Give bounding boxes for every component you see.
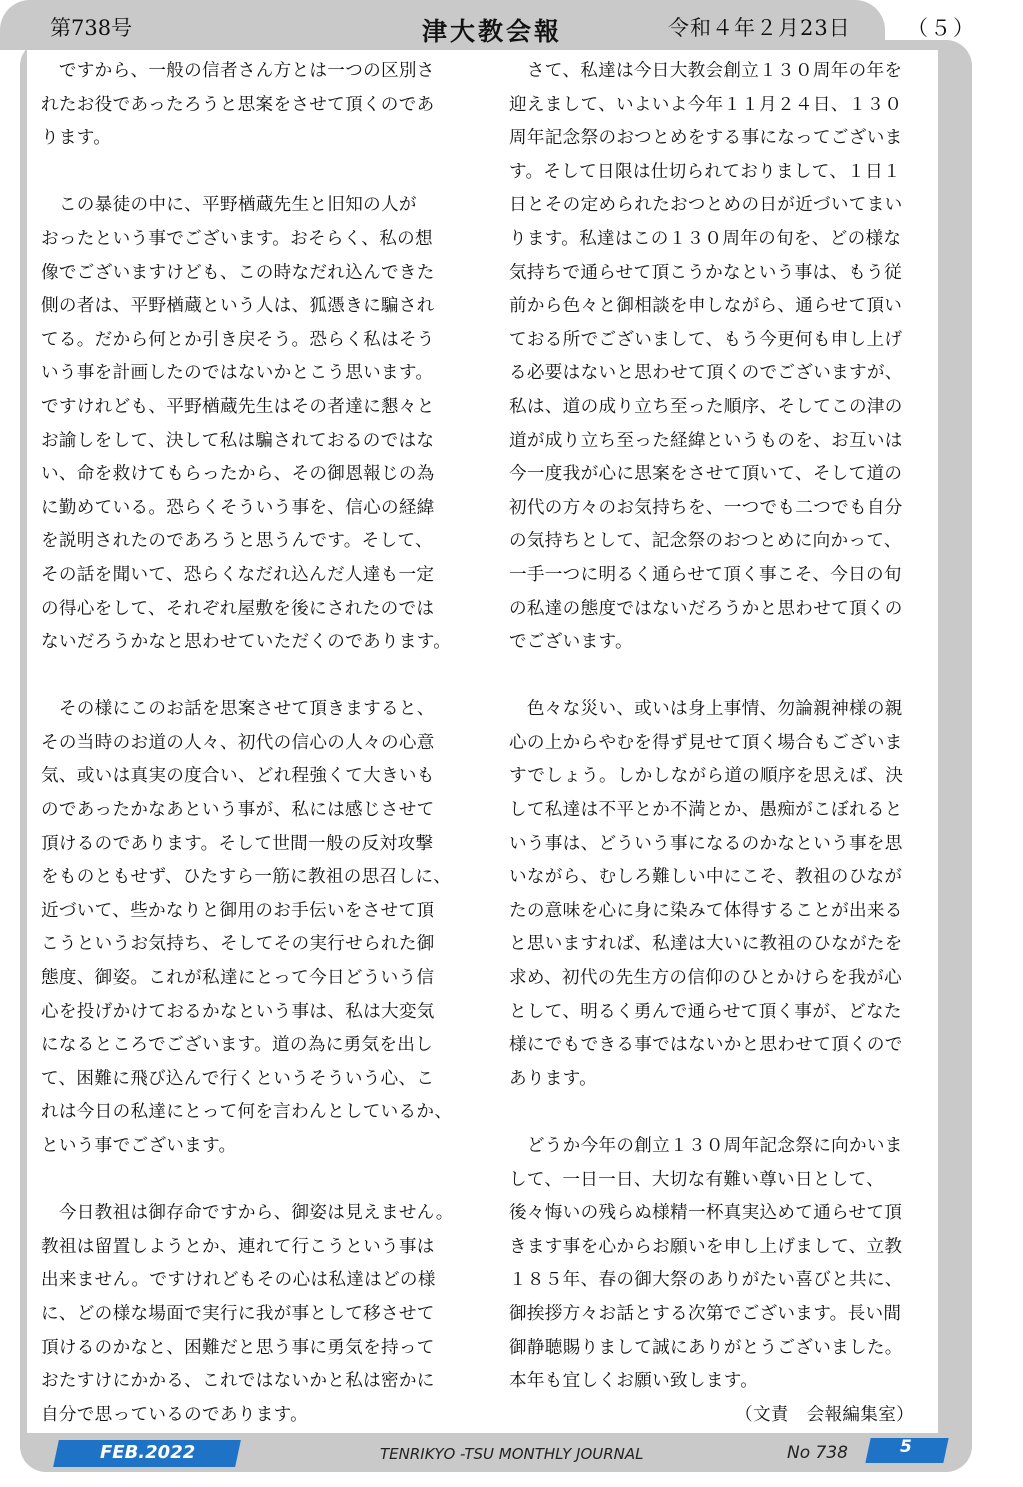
text-line: て、困難に飛び込んで行くというそういう心、こ [41, 1068, 435, 1089]
footer-issue-number: No 738 [787, 1443, 848, 1463]
issue-date: 令和４年２月23日 [668, 16, 851, 40]
text-line: 像でございますけども、この時なだれ込んできた [41, 262, 435, 283]
text-line: 本年も宜しくお願い致します。 [509, 1371, 759, 1392]
text-line: 側の者は、平野楢蔵という人は、狐憑きに騙され [41, 296, 435, 317]
text-line: 私は、道の成り立ち至った順序、そしてこの津の [509, 396, 903, 417]
text-line: して私達は不平とか不満とか、愚痴がこぼれると [509, 800, 903, 821]
signature: （文責 会報編集室） [735, 1404, 914, 1425]
text-line: の私達の態度ではないだろうかと思わせて頂くの [509, 598, 903, 619]
text-line: 自分で思っているのであります。 [41, 1404, 308, 1425]
text-line: を説明されたのであろうと思うんです。そして、 [41, 531, 433, 552]
text-line: その様にこのお話を思案させて頂きますると、 [41, 699, 435, 720]
text-line: ります。私達はこの１３０周年の旬を、どの様な [509, 228, 902, 249]
text-line: 日とその定められたおつとめの日が近づいてまい [509, 195, 903, 216]
text-line: 初代の方々のお気持ちを、一つでも二つでも自分 [509, 497, 903, 518]
text-line: おったという事でございます。おそらく、私の想 [41, 228, 433, 249]
text-line: ないだろうかなと思わせていただくのであります。 [41, 632, 452, 653]
text-line: 心を投げかけておるかなという事は、私は大変気 [41, 1001, 435, 1022]
text-line: ておる所でございまして、もう今更何も申し上げ [509, 329, 903, 350]
text-line: 迎えまして、いよいよ今年１１月２４日、１３０ [509, 94, 903, 115]
text-line: 頂けるのかなと、困難だと思う事に勇気を持って [41, 1337, 435, 1358]
footer-date: FEB.2022 [100, 1442, 196, 1463]
text-line: たの意味を心に身に染みて体得することが出来る [509, 900, 903, 921]
text-line: して、一日一日、大切な有難い尊い日として、 [509, 1169, 885, 1190]
left-column [41, 55, 466, 1432]
text-line: ですけれども、平野楢蔵先生はその者達に懇々と [41, 396, 435, 417]
text-line: のであったかなあという事が、私には感じさせて [41, 800, 435, 821]
text-line: 心の上からやむを得ず見せて頂く場合もございま [509, 732, 903, 753]
text-line: 今一度我が心に思案をさせて頂いて、そして道の [509, 464, 903, 485]
text-line: すでしょう。しかしながら道の順序を思えば、決 [509, 766, 904, 787]
text-line [41, 660, 466, 694]
page-marker: （５） [907, 16, 976, 40]
text-line: 気、或いは真実の度合い、どれ程強くて大きいも [41, 766, 435, 787]
footer-journal-name: TENRIKYO -TSU MONTHLY JOURNAL [380, 1445, 644, 1463]
text-line: 気持ちで通らせて頂こうかなという事は、もう従 [509, 262, 902, 283]
text-line: いながら、むしろ難しい中にこそ、教祖のひなが [509, 867, 903, 888]
text-line: てる。だから何とか引き戻そう。恐らく私はそう [41, 329, 435, 350]
text-line: １８５年、春の御大祭のありがたい喜びと共に、 [509, 1270, 903, 1291]
text-line: 出来ません。ですけれどもその心は私達はどの様 [41, 1270, 436, 1291]
text-line [509, 660, 924, 694]
text-line: 教祖は留置しようとか、連れて行こうという事は [41, 1236, 435, 1257]
text-line: どうか今年の創立１３０周年記念祭に向かいま [509, 1136, 903, 1156]
text-line: という事でございます。 [41, 1136, 237, 1156]
text-line: 今日教祖は御存命ですから、御姿は見えません。 [41, 1203, 454, 1224]
text-line: に勤めている。恐らくそういう事を、信心の経緯 [41, 497, 435, 518]
text-line: その当時のお道の人々、初代の信心の人々の心意 [41, 732, 435, 753]
text-line: その話を聞いて、恐らくなだれ込んだ人達も一定 [41, 564, 435, 585]
text-line: の得心をして、それぞれ屋敷を後にされたのでは [41, 598, 435, 619]
text-line: る必要はないと思わせて頂くのでございますが、 [509, 363, 903, 384]
text-line: をものともせず、ひたすら一筋に教祖の思召しに、 [41, 867, 452, 888]
newsletter-title: 津大教会報 [422, 17, 563, 46]
text-line [509, 1096, 924, 1130]
text-line: でございます。 [509, 632, 633, 653]
text-line [41, 1164, 466, 1198]
text-line [41, 156, 466, 190]
text-line: 後々悔いの残らぬ様精一杯真実込めて通らせて頂 [509, 1203, 903, 1224]
text-line: に、どの様な場面で実行に我が事として移させて [41, 1303, 435, 1324]
issue-number: 第738号 [50, 16, 133, 40]
text-line: いう事は、どういう事になるのかなという事を思 [509, 833, 903, 854]
text-line: 御静聴賜りまして誠にありがとうございました。 [509, 1337, 903, 1358]
text-line: の気持ちとして、記念祭のおつとめに向かって、 [509, 531, 902, 552]
text-line: 道が成り立ち至った経緯というものを、お互いは [509, 430, 903, 451]
footer-page-number: 5 [900, 1437, 912, 1457]
text-line: この暴徒の中に、平野楢蔵先生と旧知の人が [41, 195, 417, 216]
text-line: あります。 [509, 1068, 598, 1089]
text-line: れたお役であったろうと思案をさせて頂くのであ [41, 94, 435, 115]
text-line: 様にでもできる事ではないかと思わせて頂くので [509, 1035, 903, 1056]
text-line: 御挨拶方々お話とする次第でございます。長い間 [509, 1303, 902, 1324]
text-line: おたすけにかかる、これではないかと私は密かに [41, 1371, 435, 1392]
text-line: と思いますれば、私達は大いに教祖のひながたを [509, 934, 903, 955]
text-line: いう事を計画したのではないかとこう思います。 [41, 363, 434, 384]
text-line: さて、私達は今日大教会創立１３０周年の年を [509, 61, 903, 81]
text-line: 求め、初代の先生方の信仰のひとかけらを我が心 [509, 968, 902, 989]
text-line: お諭しをして、決して私は騙されておるのではな [41, 430, 435, 451]
text-line: になるところでございます。道の為に勇気を出し [41, 1035, 434, 1056]
text-line: こうというお気持ち、そしてその実行せられた御 [41, 934, 435, 955]
text-line: い、命を救けてもらったから、その御恩報じの為 [41, 464, 435, 485]
text-line: ります。 [41, 128, 112, 149]
text-line: として、明るく勇んで通らせて頂く事が、どなた [509, 1001, 902, 1022]
text-line: 前から色々と御相談を申しながら、通らせて頂い [509, 296, 903, 317]
text-line: 頂けるのであります。そして世間一般の反対攻撃 [41, 833, 434, 854]
text-line: 近づいて、些かなりと御用のお手伝いをさせて頂 [41, 900, 435, 921]
text-line: 一手一つに明るく通らせて頂く事こそ、今日の旬 [509, 564, 902, 585]
text-line: 態度、御姿。これが私達にとって今日どういう信 [41, 968, 435, 989]
text-line: 周年記念祭のおつとめをする事になってございま [509, 128, 903, 149]
text-line: きます事を心からお願いを申し上げまして、立教 [509, 1236, 903, 1257]
right-column [509, 55, 924, 1432]
text-line: れは今日の私達にとって何を言わんとしているか、 [41, 1102, 453, 1123]
text-line: す。そして日限は仕切られておりまして、１日１ [509, 161, 901, 182]
text-line: 色々な災い、或いは身上事情、勿論親神様の親 [509, 699, 903, 720]
text-line: ですから、一般の信者さん方とは一つの区別さ [41, 61, 435, 81]
